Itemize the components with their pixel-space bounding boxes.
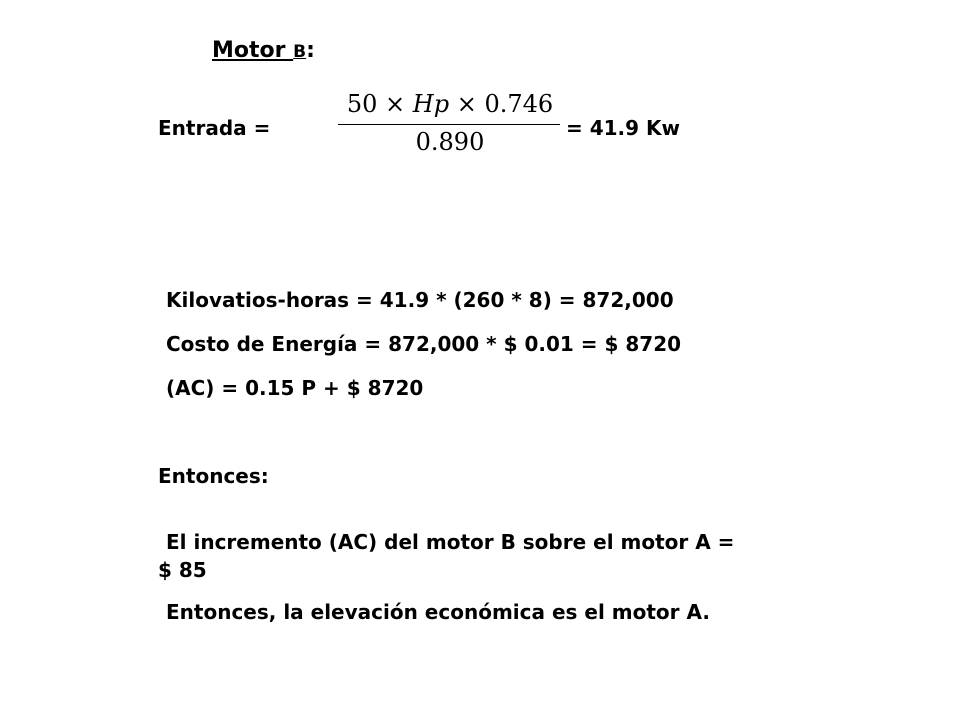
times-symbol-2: × [456,90,477,118]
entrada-result: = 41.9 Kw [566,116,681,140]
costo-energia-line: Costo de Energía = 872,000 * $ 0.01 = $ 8720 [166,332,682,356]
title-colon: : [306,38,315,63]
fraction-numerator [330,90,570,118]
entrada-label: Entrada = [158,116,271,140]
title-main: Motor [212,38,294,63]
numerator-a: 50 [346,90,378,118]
title-sub: B [293,42,307,62]
numerator-b: 0.746 [484,90,554,118]
times-symbol-1: × [385,90,406,118]
fraction-denominator: 0.890 [415,128,485,156]
fraction-bar [338,124,560,125]
entonces-heading: Entonces: [158,464,269,488]
ac-formula-line: (AC) = 0.15 P + $ 8720 [166,376,424,400]
page-title [212,38,315,63]
numerator-var: Hp [412,90,450,118]
conclusion-line-2: $ 85 [158,558,207,582]
conclusion-line-3: Entonces, la elevación económica es el motor A. [166,600,710,624]
kilovatios-line: Kilovatios-horas = 41.9 * (260 * 8) = 872,000 [166,288,674,312]
conclusion-line-1: El incremento (AC) del motor B sobre el motor A = [166,530,735,554]
entrada-fraction [330,88,570,160]
